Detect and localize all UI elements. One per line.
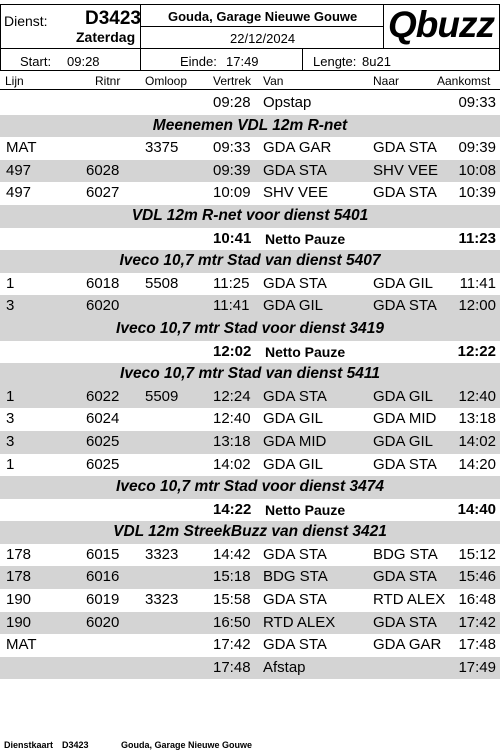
cell-vertrek: 15:58: [213, 591, 251, 609]
cell-vertrek: 15:18: [213, 568, 251, 586]
cell-vertrek: 09:28: [213, 94, 251, 111]
cell-ritnr: 6018: [86, 274, 120, 292]
cell-van: GDA STA: [263, 591, 327, 609]
cell-van: GDA STA: [263, 636, 327, 654]
cell-vertrek: 09:39: [213, 161, 251, 179]
cell-aankomst: 12:22: [457, 342, 496, 360]
col-aankomst: Aankomst: [437, 74, 491, 88]
section-title: Iveco 10,7 mtr Stad van dienst 5411: [120, 365, 380, 383]
section-header: [0, 205, 500, 228]
cell-van: GDA MID: [263, 432, 327, 450]
cell-vertrek: 11:41: [213, 297, 250, 315]
section-title: VDL 12m StreekBuzz van dienst 3421: [113, 523, 387, 541]
cell-aankomst: 10:08: [458, 161, 496, 179]
col-omloop: Omloop: [145, 74, 188, 88]
einde-value: 17:49: [226, 54, 259, 69]
cell-ritnr: 6022: [86, 387, 120, 405]
cell-vertrek: 12:24: [213, 387, 251, 405]
cell-ritnr: 6020: [86, 297, 120, 315]
cell-aankomst: 09:33: [458, 94, 496, 111]
cell-ritnr: 6025: [86, 455, 120, 473]
cell-van: SHV VEE: [263, 184, 329, 202]
trip-row: [0, 657, 500, 680]
section-title: Iveco 10,7 mtr Stad voor dienst 3474: [116, 478, 384, 496]
cell-aankomst: 12:40: [458, 387, 496, 405]
cell-van: BDG STA: [263, 568, 328, 586]
trip-row: [0, 634, 500, 657]
trip-row: [0, 566, 500, 589]
cell-lijn: 190: [6, 613, 32, 631]
footer-dienst: D3423: [62, 740, 89, 750]
cell-van: GDA STA: [263, 274, 327, 292]
cell-naar: GDA STA: [373, 613, 437, 631]
trip-row: [0, 295, 500, 318]
cell-lijn: 178: [6, 568, 32, 586]
cell-ritnr: 6015: [86, 545, 120, 563]
cell-lijn: 497: [6, 161, 32, 179]
cell-lijn: 178: [6, 545, 32, 563]
day-label: Zaterdag: [76, 29, 136, 45]
section-title: VDL 12m R-net voor dienst 5401: [131, 206, 369, 224]
col-lijn: Lijn: [5, 74, 24, 88]
trip-row: [0, 137, 500, 160]
cell-vertrek: 09:33: [213, 139, 251, 157]
cell-omloop: 3323: [145, 545, 179, 563]
cell-aankomst: 10:39: [458, 184, 496, 202]
cell-lijn: 497: [6, 184, 32, 202]
cell-aankomst: 09:39: [458, 139, 496, 157]
cell-vertrek: 10:41: [213, 229, 252, 247]
cell-aankomst: 15:12: [458, 545, 496, 563]
section-title: Iveco 10,7 mtr Stad voor dienst 3419: [116, 319, 384, 337]
cell-lijn: 1: [6, 455, 15, 473]
cell-lijn: 1: [6, 274, 15, 292]
cell-vertrek: 16:50: [213, 613, 251, 631]
trip-row: [0, 612, 500, 635]
pause-label: Netto Pauze: [265, 343, 346, 360]
cell-vertrek: 17:48: [213, 658, 251, 676]
cell-aankomst: 17:42: [458, 613, 496, 631]
cell-naar: GDA MID: [373, 410, 437, 428]
cell-ritnr: 6024: [86, 410, 120, 428]
cell-aankomst: 15:46: [458, 568, 496, 586]
section-header: [0, 363, 500, 386]
cell-naar: GDA GIL: [373, 274, 434, 292]
cell-van: GDA GIL: [263, 410, 324, 428]
section-header: [0, 115, 500, 138]
cell-naar: GDA STA: [373, 184, 437, 202]
section-header: [0, 521, 500, 544]
section-title: Meenemen VDL 12m R-net: [152, 116, 348, 134]
cell-vertrek: 12:40: [213, 410, 251, 428]
cell-aankomst: 13:18: [458, 410, 496, 428]
lengte-value: 8u21: [362, 54, 391, 69]
cell-van: GDA STA: [263, 387, 327, 405]
cell-omloop: 5509: [145, 387, 179, 405]
column-headers: [0, 74, 500, 88]
cell-aankomst: 17:48: [458, 636, 496, 654]
cell-naar: GDA STA: [373, 568, 437, 586]
schedule-table: [0, 92, 500, 679]
cell-vertrek: 14:42: [213, 545, 251, 563]
cell-naar: GDA STA: [373, 139, 437, 157]
cell-vertrek: 14:22: [213, 500, 252, 518]
cell-naar: BDG STA: [373, 545, 438, 563]
cell-aankomst: 16:48: [458, 591, 496, 609]
section-header: [0, 318, 500, 341]
trip-row: [0, 273, 500, 296]
cell-vertrek: 10:09: [213, 184, 251, 202]
cell-aankomst: 14:20: [458, 455, 496, 473]
cell-omloop: 3375: [145, 139, 179, 157]
cell-van: Opstap: [263, 94, 312, 111]
cell-naar: GDA STA: [373, 297, 437, 315]
cell-lijn: 190: [6, 591, 32, 609]
header: [0, 0, 500, 72]
cell-aankomst: 11:41: [459, 274, 496, 292]
cell-vertrek: 13:18: [213, 432, 251, 450]
col-van: Van: [263, 74, 284, 88]
col-vertrek: Vertrek: [213, 74, 252, 88]
start-value: 09:28: [67, 54, 100, 69]
section-header: [0, 476, 500, 499]
trip-row: [0, 431, 500, 454]
section-title: Iveco 10,7 mtr Stad van dienst 5407: [119, 252, 381, 270]
cell-van: GDA GAR: [263, 139, 332, 157]
cell-lijn: MAT: [6, 636, 37, 654]
cell-vertrek: 12:02: [213, 342, 252, 360]
col-ritnr: Ritnr: [95, 74, 121, 88]
cell-lijn: 1: [6, 387, 15, 405]
footer-location: Gouda, Garage Nieuwe Gouwe: [121, 740, 253, 750]
dienst-number: D3423: [85, 8, 141, 29]
cell-vertrek: 11:25: [213, 274, 250, 292]
cell-ritnr: 6027: [86, 184, 120, 202]
lengte-label: Lengte:: [313, 54, 357, 69]
cell-lijn: 3: [6, 432, 15, 450]
trip-row: [0, 544, 500, 567]
footer-label: Dienstkaart: [4, 740, 54, 750]
cell-lijn: 3: [6, 297, 15, 315]
date: 22/12/2024: [230, 31, 296, 46]
trip-row: [0, 182, 500, 205]
cell-omloop: 3323: [145, 591, 179, 609]
section-header: [0, 250, 500, 273]
pause-row: [0, 228, 500, 251]
cell-naar: GDA GIL: [373, 387, 434, 405]
cell-naar: GDA GIL: [373, 432, 434, 450]
pause-row: [0, 499, 500, 522]
cell-naar: GDA GAR: [373, 636, 442, 654]
cell-vertrek: 17:42: [213, 636, 251, 654]
trip-row: [0, 92, 500, 115]
cell-lijn: MAT: [6, 139, 37, 157]
einde-label: Einde:: [180, 54, 217, 69]
start-label: Start:: [20, 54, 52, 69]
cell-van: GDA GIL: [263, 297, 324, 315]
qbuzz-logo: Qbuzz: [388, 4, 494, 45]
trip-row: [0, 454, 500, 477]
trip-row: [0, 408, 500, 431]
cell-naar: GDA STA: [373, 455, 437, 473]
cell-ritnr: 6028: [86, 161, 120, 179]
cell-aankomst: 12:00: [458, 297, 496, 315]
trip-row: [0, 589, 500, 612]
cell-van: GDA STA: [263, 545, 327, 563]
cell-ritnr: 6019: [86, 591, 120, 609]
trip-row: [0, 386, 500, 409]
cell-naar: RTD ALEX: [373, 591, 446, 609]
location: Gouda, Garage Nieuwe Gouwe: [168, 9, 358, 24]
cell-van: Afstap: [263, 658, 306, 676]
cell-ritnr: 6016: [86, 568, 120, 586]
pause-row: [0, 341, 500, 364]
trip-row: [0, 160, 500, 183]
cell-van: GDA GIL: [263, 455, 324, 473]
cell-aankomst: 14:02: [458, 432, 496, 450]
col-naar: Naar: [373, 74, 400, 88]
cell-naar: SHV VEE: [373, 161, 439, 179]
pause-label: Netto Pauze: [265, 501, 346, 518]
cell-van: GDA STA: [263, 161, 327, 179]
cell-omloop: 5508: [145, 274, 179, 292]
dienst-label: Dienst:: [4, 13, 48, 29]
cell-lijn: 3: [6, 410, 15, 428]
cell-aankomst: 17:49: [458, 658, 496, 676]
pause-label: Netto Pauze: [265, 230, 346, 247]
cell-ritnr: 6020: [86, 613, 120, 631]
cell-van: RTD ALEX: [263, 613, 336, 631]
cell-aankomst: 11:23: [458, 229, 496, 247]
cell-ritnr: 6025: [86, 432, 120, 450]
cell-aankomst: 14:40: [457, 500, 496, 518]
cell-vertrek: 14:02: [213, 455, 251, 473]
